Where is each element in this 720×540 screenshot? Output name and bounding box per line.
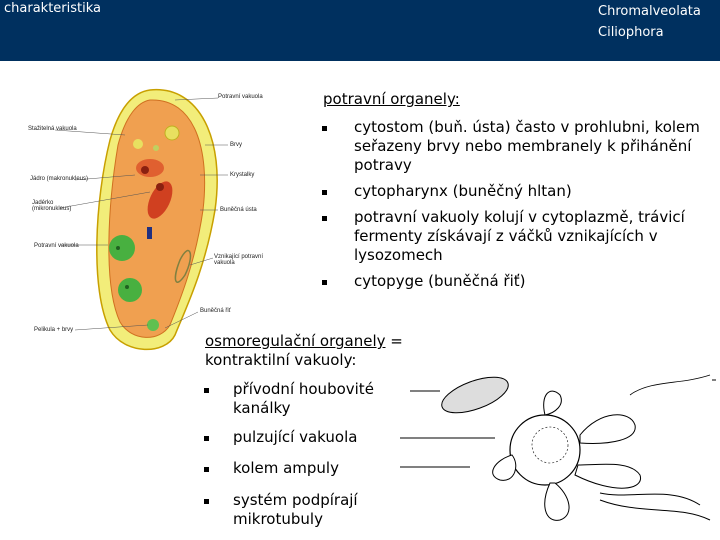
list-item: cytopharynx (buněčný hltan) xyxy=(318,182,718,201)
list-item: cytopyge (buněčná řiť) xyxy=(318,272,718,291)
osmoregulation-list xyxy=(200,380,400,529)
label-krystalky: Krystalky xyxy=(230,172,255,178)
label-pelikula: Pelikula + brvy xyxy=(34,327,74,333)
header-right-titles xyxy=(598,1,701,43)
label-brvy: Brvy xyxy=(230,142,242,148)
label-bunecna-usta: Buněčná ústa xyxy=(220,207,257,213)
feeding-organelles-title: potravní organely: xyxy=(323,90,460,108)
list-item: potravní vakuoly kolují v cytoplazmě, trávicí fermenty získávají z váčků vznikajících v lysozomech xyxy=(318,208,718,265)
label-vznikajici-vakuola: Vznikající potravní vakuola xyxy=(214,254,264,266)
contractile-vacuole-diagram xyxy=(400,365,720,525)
list-item: kolem ampuly xyxy=(200,459,400,478)
label-jadro: Jádro (makronukleus) xyxy=(30,176,89,182)
header-right-line1: Chromalveolata xyxy=(598,4,701,19)
paramecium-diagram xyxy=(0,80,300,360)
label-jaderko: Jadérko (mikronukleus) xyxy=(32,200,72,212)
header-bar xyxy=(0,0,720,61)
label-stazitelna-vakuola: Stažitelná vakuola xyxy=(28,126,77,132)
list-item: systém podpírají mikrotubuly xyxy=(200,491,400,529)
list-item: pulzující vakuola xyxy=(200,428,400,447)
header-right-line2: Ciliophora xyxy=(598,25,664,40)
label-potravni-vakuola-left: Potravní vakuola xyxy=(34,243,79,249)
label-potravni-vakuola-top: Potravní vakuola xyxy=(218,94,263,100)
header-left-title: charakteristika xyxy=(4,1,101,16)
osmoregulation-title-underlined: osmoregulační organely xyxy=(205,332,386,350)
osmoregulation-title-rest: = kontraktilní vakuoly: xyxy=(205,332,403,369)
label-bunecna-rit: Buněčná řiť xyxy=(200,308,231,314)
feeding-organelles-list xyxy=(318,118,718,291)
list-item: cytostom (buň. ústa) často v prohlubni, kolem seřazeny brvy nebo membranely k přihánění potravy xyxy=(318,118,718,175)
list-item: přívodní houbovité kanálky xyxy=(200,380,400,418)
